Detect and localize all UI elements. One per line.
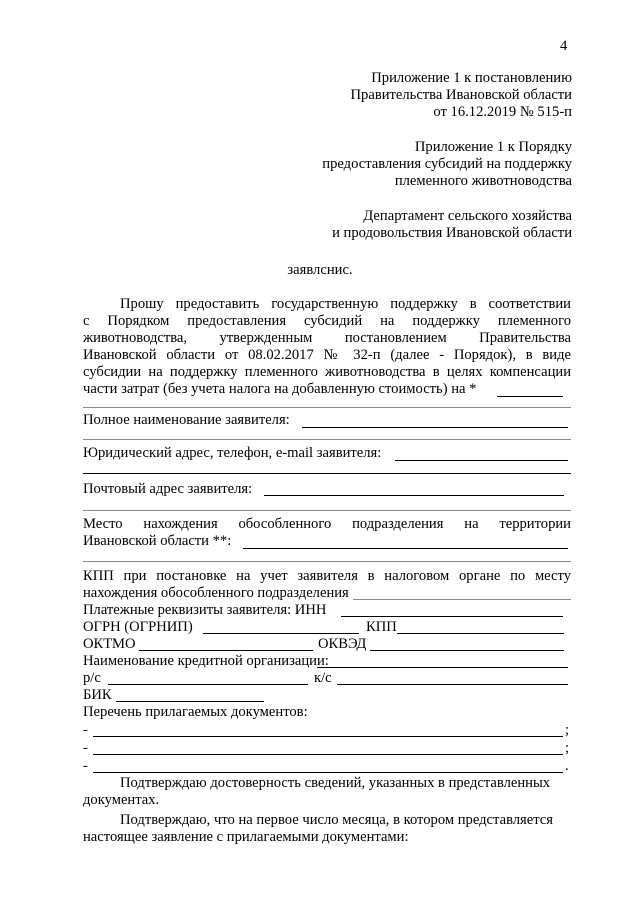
amount-blank[interactable] xyxy=(497,396,563,397)
list-item-dash: - xyxy=(83,758,88,774)
okved-label: ОКВЭД xyxy=(318,636,367,652)
branch-location-field[interactable] xyxy=(243,548,568,549)
list-item-end: . xyxy=(565,758,569,774)
list-item-end: ; xyxy=(565,740,570,756)
request-line-5: субсидии на поддержку племенного животноводства в целях компенсации xyxy=(83,364,571,380)
full-name-field[interactable] xyxy=(302,427,568,428)
request-line-2: с Порядком предоставления субсидий на поддержку племенного xyxy=(83,313,571,329)
legal-address-field-2[interactable] xyxy=(83,473,571,474)
list-item-field[interactable] xyxy=(93,754,563,755)
bank-name-label: Наименование кредитной организации: xyxy=(83,653,329,669)
list-item-dash: - xyxy=(83,722,88,738)
postal-address-field[interactable] xyxy=(264,495,564,496)
inn-field[interactable] xyxy=(341,616,563,617)
list-item-end: ; xyxy=(565,722,570,738)
kpp-label-1: КПП при постановке на учет заявителя в налоговом органе по месту xyxy=(83,568,571,584)
document-title: заявлснис. xyxy=(287,262,353,278)
inn-label: Платежные реквизиты заявителя: ИНН xyxy=(83,602,327,618)
header-line-2: Правительства Ивановской области xyxy=(350,87,572,103)
confirm2-line-2: настоящее заявление с прилагаемыми документами: xyxy=(83,829,409,845)
bik-label: БИК xyxy=(83,687,112,703)
appendix-line-3: племенного животноводства xyxy=(394,173,572,189)
request-line-3: животноводства, утвержденным постановлением Правительства xyxy=(83,330,571,346)
blank-line[interactable] xyxy=(83,407,571,408)
request-line-6: части затрат (без учета налога на добавленную стоимость) на * xyxy=(83,381,477,397)
header-line-3: от 16.12.2019 № 515-п xyxy=(433,104,572,120)
ks-label: к/с xyxy=(314,670,332,686)
kpp-short-field[interactable] xyxy=(397,633,564,634)
rs-label: р/с xyxy=(83,670,101,686)
blank-line[interactable] xyxy=(83,510,571,511)
appendix-line-2: предоставления субсидий на поддержку xyxy=(322,156,572,172)
appendix-line-1: Приложение 1 к Порядку xyxy=(414,139,572,155)
docs-list-label: Перечень прилагаемых документов: xyxy=(83,704,308,720)
kpp-label-2: нахождения обособленного подразделения xyxy=(83,585,349,601)
list-item-field[interactable] xyxy=(93,736,563,737)
branch-location-label-1: Место нахождения обособленного подразделения на территории xyxy=(83,516,571,532)
recipient-line-2: и продовольствия Ивановской области xyxy=(332,225,572,241)
confirm1-line-2: документах. xyxy=(83,792,160,808)
bank-name-field[interactable] xyxy=(317,667,568,668)
confirm1-line-1: Подтверждаю достоверность сведений, указанных в представленных xyxy=(120,775,551,791)
bik-field[interactable] xyxy=(116,701,264,702)
oktmo-label: ОКТМО xyxy=(83,636,136,652)
header-line-1: Приложение 1 к постановлению xyxy=(371,70,572,86)
request-line-4: Ивановской области от 08.02.2017 № 32-п (далее - Порядок), в виде xyxy=(83,347,571,363)
kpp-short-label: КПП xyxy=(366,619,397,635)
kpp-field[interactable] xyxy=(353,599,571,600)
recipient-line-1: Департамент сельского хозяйства xyxy=(363,208,572,224)
ogrn-field[interactable] xyxy=(203,633,359,634)
confirm2-line-1: Подтверждаю, что на первое число месяца, в котором представляется xyxy=(120,812,553,828)
okved-field[interactable] xyxy=(370,650,564,651)
list-item-field[interactable] xyxy=(93,772,563,773)
ogrn-label: ОГРН (ОГРНИП) xyxy=(83,619,193,635)
blank-line[interactable] xyxy=(83,561,571,562)
rs-field[interactable] xyxy=(108,684,308,685)
legal-address-field[interactable] xyxy=(395,460,568,461)
full-name-label: Полное наименование заявителя: xyxy=(83,412,290,428)
ks-field[interactable] xyxy=(337,684,568,685)
legal-address-label: Юридический адрес, телефон, e-mail заявителя: xyxy=(83,445,382,461)
list-item-dash: - xyxy=(83,740,88,756)
blank-line[interactable] xyxy=(83,439,571,440)
request-line-1: Прошу предоставить государственную поддержку в соответствии xyxy=(120,296,571,312)
postal-address-label: Почтовый адрес заявителя: xyxy=(83,481,253,497)
oktmo-field[interactable] xyxy=(139,650,313,651)
branch-location-label-2: Ивановской области **: xyxy=(83,533,232,549)
page-number: 4 xyxy=(560,38,568,54)
